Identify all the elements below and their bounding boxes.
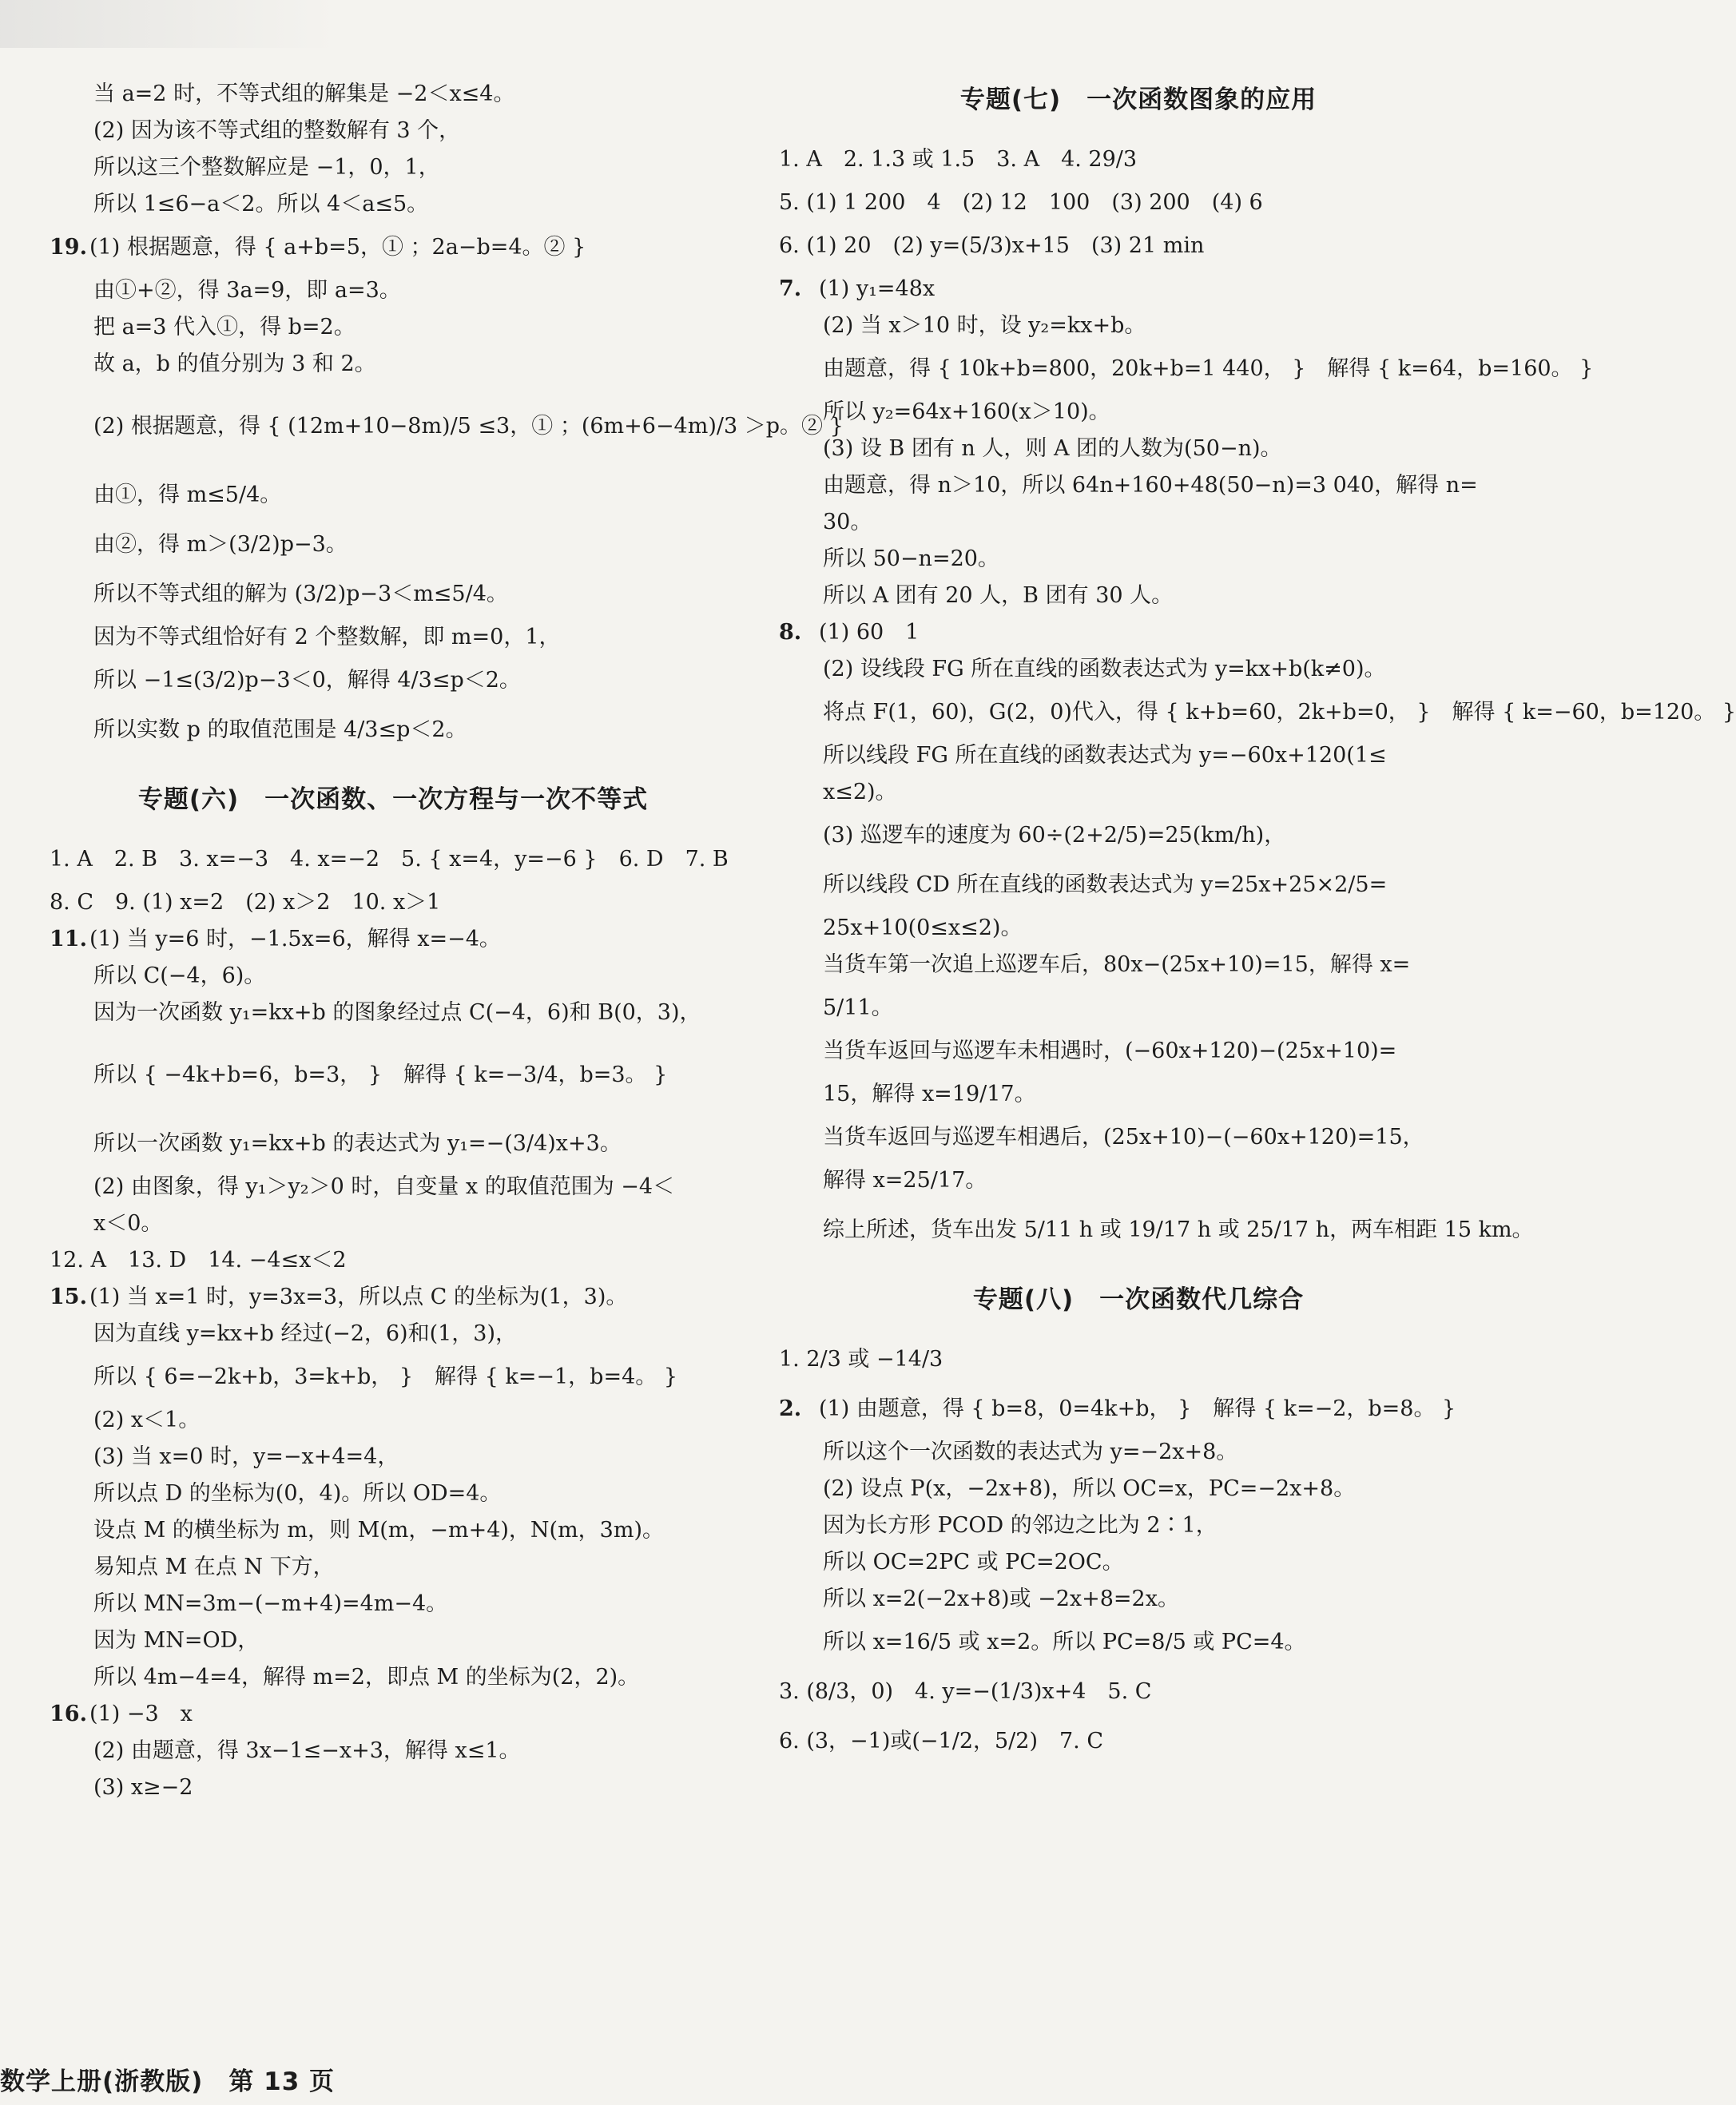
page-footer: 数学上册(浙教版) 第 13 页 [0,2067,336,2096]
answer-text: 所以这三个整数解应是 −1，0，1， [93,155,440,180]
answer-line [50,113,737,149]
answer-text: 由题意，得 n＞10，所以 64n+160+48(50−n)=3 040，解得 n= [823,473,1478,498]
answer-line [50,223,737,272]
answer-line [50,471,737,520]
answer-line [50,1402,737,1439]
answer-line [50,1119,737,1169]
answer-text: 所以实数 p 的取值范围是 4/3≤p＜2。 [93,717,467,742]
answer-line [779,651,1498,688]
answer-text: 所以 −1≤(3/2)p−3＜0，解得 4/3≤p＜2。 [93,668,521,693]
answer-text: 当货车第一次追上巡逻车后，80x−(25x+10)=15，解得 x= [823,952,1411,977]
answer-line [779,221,1498,271]
answer-text: (2) 设点 P(x，−2x+8)，所以 OC=x，PC=−2x+8。 [823,1476,1356,1501]
answer-line [779,1335,1498,1384]
answer-text: 6. (3，−1)或(−1/2，5/2) 7. C [779,1729,1103,1754]
answer-line [50,995,737,1031]
question-number: 8. [779,620,802,645]
answer-text: 因为 MN=OD， [93,1628,260,1653]
answer-line [779,1119,1498,1156]
right-column [779,76,1736,1766]
answer-text: 8. C 9. (1) x=2 (2) x＞2 10. x＞1 [50,890,441,915]
answer-line [779,774,1498,811]
answer-line [50,186,737,223]
answer-text: 故 a，b 的值分别为 3 和 2。 [93,351,376,376]
answer-line [779,811,1498,860]
answer-text: 因为不等式组恰好有 2 个整数解，即 m=0，1， [93,625,561,649]
answer-line [779,467,1498,504]
answer-text: 所以 A 团有 20 人，B 团有 30 人。 [823,583,1174,608]
question-number: 16. [50,1702,87,1726]
answer-text: 5. (1) 1 200 4 (2) 12 100 (3) 200 (4) 6 [779,190,1263,215]
answer-line [779,308,1498,344]
answer-line [50,884,737,921]
answer-text: 15，解得 x=19/17。 [823,1082,1036,1106]
section-heading: 专题(六) 一次函数、一次方程与一次不等式 [137,785,649,814]
answer-text: 所以 OC=2PC 或 PC=2OC。 [823,1550,1124,1575]
answer-line [779,910,1498,947]
answer-text: (2) 由题意，得 3x−1≤−x+3，解得 x≤1。 [93,1738,521,1763]
answer-text: 1. A 2. 1.3 或 1.5 3. A 4. 29/3 [779,147,1138,172]
answer-line [50,272,737,309]
answer-text: 6. (1) 20 (2) y=(5/3)x+15 (3) 21 min [779,233,1205,258]
answer-line [779,1033,1498,1070]
question-number: 11. [50,927,87,951]
answer-text: (2) 设线段 FG 所在直线的函数表达式为 y=kx+b(k≠0)。 [823,657,1386,681]
answer-line [50,921,737,958]
answer-text: 所以 y₂=64x+160(x＞10)。 [823,399,1110,424]
answer-text: 所以一次函数 y₁=kx+b 的表达式为 y₁=−(3/4)x+3。 [93,1131,622,1156]
answer-text: (1) y₁=48x [819,276,936,301]
answer-text: (1) 当 x=1 时，y=3x=3，所以点 C 的坐标为(1，3)。 [89,1285,628,1309]
answer-line [779,394,1498,431]
answer-line [779,1156,1498,1205]
answer-line [779,185,1498,221]
answer-text: 当 a=2 时，不等式组的解集是 −2＜x≤4。 [93,81,515,106]
answer-text: 将点 F(1，60)，G(2，0)代入，得 { k+b=60，2k+b=0， } 解得 { k=−60，b=120。 } [823,700,1736,725]
answer-text: 所以 { −4k+b=6，b=3， } 解得 { k=−3/4，b=3。 } [93,1062,668,1087]
answer-text: 所以 C(−4，6)。 [93,963,266,988]
answer-line [779,1434,1498,1471]
answer-line [50,1549,737,1586]
answer-text: 所以 1≤6−a＜2。所以 4＜a≤5。 [93,192,429,216]
left-column [50,76,844,1806]
question-number: 2. [779,1396,802,1421]
answer-line [779,1471,1498,1507]
section-heading: 专题(七) 一次函数图象的应用 [959,85,1317,114]
answer-line [50,1733,737,1769]
answer-line [50,570,737,619]
answer-text: 所以 { 6=−2k+b，3=k+b， } 解得 { k=−1，b=4。 } [93,1364,678,1389]
answer-line [779,344,1594,394]
answer-line [779,1581,1498,1618]
answer-text: 由①+②，得 3a=9，即 a=3。 [93,278,401,303]
answer-line [50,1031,737,1119]
question-number: 15. [50,1285,87,1309]
answer-line [50,1279,737,1316]
answer-text: 所以 x=2(−2x+8)或 −2x+8=2x。 [823,1587,1179,1611]
answer-line [779,431,1498,467]
answer-line [779,947,1498,983]
answer-text: 5/11。 [823,995,893,1020]
answer-line [50,705,737,755]
answer-text: 当货车返回与巡逻车未相遇时，(−60x+120)−(25x+10)= [823,1039,1397,1063]
answer-text: (3) 当 x=0 时，y=−x+4=4， [93,1444,399,1469]
answer-line [50,1622,737,1659]
answer-line [779,860,1498,910]
answer-text: (1) 当 y=6 时，−1.5x=6，解得 x=−4。 [89,927,501,951]
answer-text: 25x+10(0≤x≤2)。 [823,915,1023,940]
question-number: 19. [50,235,87,260]
answer-line [779,1544,1498,1581]
answer-line [50,149,737,186]
answer-text: 1. A 2. B 3. x=−3 4. x=−2 5. { x=4，y=−6 } 6. D 7. B [50,847,729,872]
answer-text: 由题意，得 { 10k+b=800，20k+b=1 440， } 解得 { k=64，b=160。 } [823,356,1594,381]
answer-text: (1) 由题意，得 { b=8，0=4k+b， } 解得 { k=−2，b=8。 } [819,1396,1456,1421]
answer-text: (2) 根据题意，得 { (12m+10−8m)/5 ≤3，① ；(6m+6−4m)/3 ＞p。② } [93,414,844,439]
answer-line [50,1316,737,1352]
question-number: 7. [779,276,802,301]
answer-text: 所以不等式组的解为 (3/2)p−3＜m≤5/4。 [93,582,508,606]
answer-text: 设点 M 的横坐标为 m，则 M(m，−m+4)，N(m，3m)。 [93,1518,664,1543]
answer-text: 所以点 D 的坐标为(0，4)。所以 OD=4。 [93,1481,502,1506]
answer-line [779,1507,1498,1544]
answer-text: 由①，得 m≤5/4。 [93,483,282,507]
answer-line [779,271,1498,308]
answer-line [50,1242,737,1279]
answer-line [50,1769,737,1806]
answer-text: (3) 巡逻车的速度为 60÷(2+2/5)=25(km/h)， [823,823,1286,848]
answer-text: 由②，得 m＞(3/2)p−3。 [93,532,348,557]
answer-line [50,76,737,113]
answer-text: 所以线段 FG 所在直线的函数表达式为 y=−60x+120(1≤ [823,743,1387,768]
answer-line [50,1586,737,1622]
answer-line [50,835,737,884]
answer-line [779,578,1498,614]
answer-text: 所以 4m−4=4，解得 m=2，即点 M 的坐标为(2，2)。 [93,1665,640,1690]
answer-line [779,135,1498,185]
answer-line [50,1439,737,1475]
answer-text: (2) 因为该不等式组的整数解有 3 个， [93,118,461,143]
answer-line [50,346,737,383]
answer-text: x＜0。 [93,1211,163,1236]
answer-line [779,1717,1498,1766]
answer-line [779,1384,1498,1434]
answer-line [779,614,1498,651]
answer-line [50,619,737,656]
answer-text: 易知点 M 在点 N 下方， [93,1555,335,1579]
section-heading: 专题(八) 一次函数代几综合 [972,1285,1305,1314]
answer-text: (2) x＜1。 [93,1408,201,1432]
answer-text: 所以 50−n=20。 [823,546,999,571]
answer-text: (2) 由图象，得 y₁＞y₂＞0 时，自变量 x 的取值范围为 −4＜ [93,1174,675,1199]
answer-text: 所以 MN=3m−(−m+4)=4m−4。 [93,1591,448,1616]
answer-line [50,1352,737,1402]
answer-line [779,541,1498,578]
answer-text: x≤2)。 [823,780,897,804]
answer-text: (3) 设 B 团有 n 人，则 A 团的人数为(50−n)。 [823,436,1282,461]
answer-text: 3. (8/3，0) 4. y=−(1/3)x+4 5. C [779,1679,1152,1704]
answer-line [50,1205,737,1242]
answer-line [50,383,844,471]
answer-line [50,309,737,346]
answer-line [50,1512,737,1549]
answer-text: 12. A 13. D 14. −4≤x＜2 [50,1248,347,1273]
answer-line [779,1070,1498,1119]
answer-text: 所以 x=16/5 或 x=2。所以 PC=8/5 或 PC=4。 [823,1630,1306,1654]
answer-text: (1) 60 1 [819,620,920,645]
answer-text: 把 a=3 代入①，得 b=2。 [93,315,356,340]
answer-line [779,1618,1498,1667]
answer-text: (1) 根据题意，得 { a+b=5，① ；2a−b=4。② } [89,235,586,260]
answer-line [779,737,1498,774]
answer-text: 1. 2/3 或 −14/3 [779,1347,943,1372]
answer-line [50,1659,737,1696]
answer-line [50,1475,737,1512]
answer-line [50,656,737,705]
answer-line [779,1205,1534,1255]
answer-text: 当货车返回与巡逻车相遇后，(25x+10)−(−60x+120)=15， [823,1125,1424,1150]
scan-smudge [0,0,336,48]
answer-text: 综上所述，货车出发 5/11 h 或 19/17 h 或 25/17 h，两车相距 15 km。 [823,1217,1534,1242]
answer-text: 解得 x=25/17。 [823,1168,987,1193]
answer-line [50,1169,737,1205]
answer-line [779,504,1498,541]
answer-text: (2) 当 x＞10 时，设 y₂=kx+b。 [823,313,1146,338]
answer-line [779,688,1736,737]
answer-line [50,1696,737,1733]
answer-line [779,1667,1498,1717]
answer-text: 所以这个一次函数的表达式为 y=−2x+8。 [823,1440,1238,1464]
answer-line [50,520,737,570]
answer-text: 30。 [823,510,872,534]
answer-text: 因为长方形 PCOD 的邻边之比为 2∶1， [823,1513,1218,1538]
answer-text: 因为直线 y=kx+b 经过(−2，6)和(1，3)， [93,1321,518,1346]
answer-line [779,983,1498,1033]
answer-text: (1) −3 x [89,1702,193,1726]
answer-text: (3) x≥−2 [93,1775,193,1800]
answer-text: 所以线段 CD 所在直线的函数表达式为 y=25x+25×2/5= [823,872,1388,897]
answer-text: 因为一次函数 y₁=kx+b 的图象经过点 C(−4，6)和 B(0，3)， [93,1000,701,1025]
answer-line [50,958,737,995]
